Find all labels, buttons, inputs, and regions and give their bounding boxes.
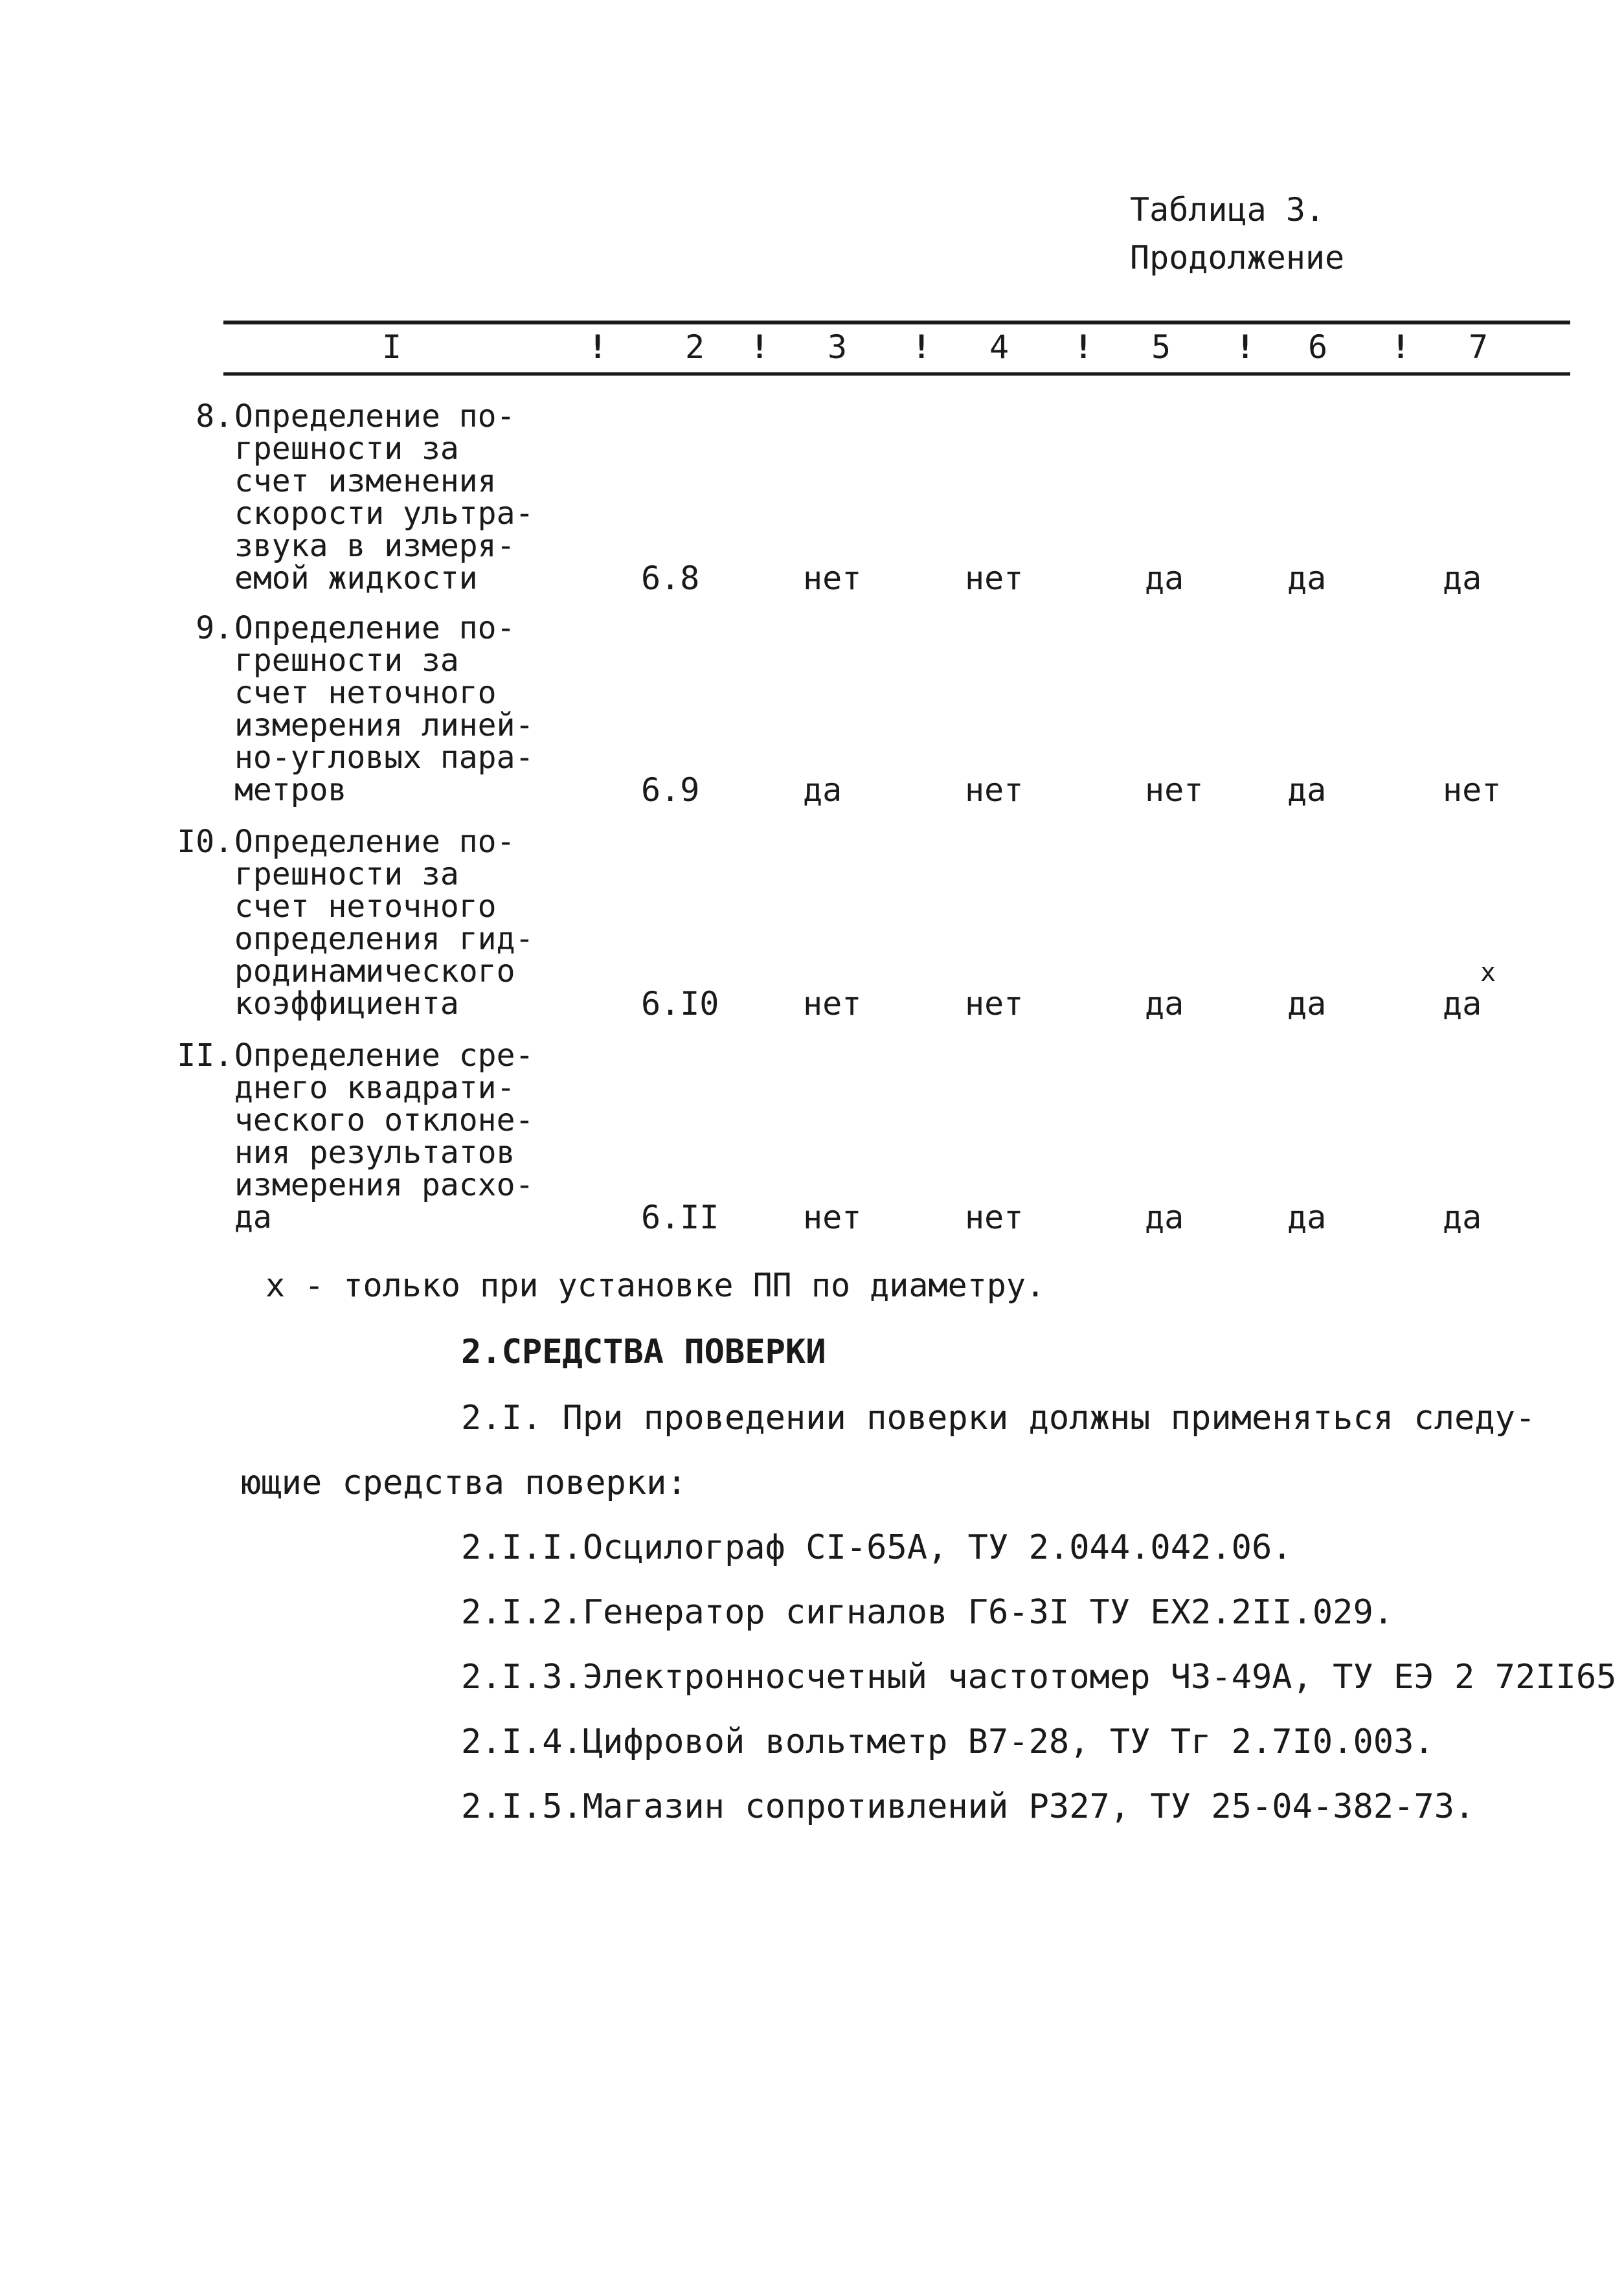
header-separator: ! bbox=[750, 328, 770, 366]
cell-col-2: 6.8 bbox=[641, 559, 700, 597]
row-number: 9. bbox=[196, 610, 233, 646]
cell-col-3: да bbox=[803, 771, 842, 809]
cell-col-4: нет bbox=[965, 771, 1024, 809]
equipment-list-item: 2.I.3.Электронносчетный частотомер ЧЗ-49А, ТУ ЕЭ 2 72II65 bbox=[461, 1658, 1617, 1697]
header-col-3: 3 bbox=[828, 328, 848, 366]
cell-col-3: нет bbox=[803, 1199, 862, 1236]
cell-col-7: да bbox=[1443, 559, 1482, 597]
row-description-line: грешности за bbox=[234, 431, 459, 467]
header-col-5: 5 bbox=[1151, 328, 1171, 366]
section-heading: 2.СРЕДСТВА ПОВЕРКИ bbox=[461, 1333, 826, 1372]
cell-col-2: 6.I0 bbox=[641, 985, 719, 1022]
row-description-line: родинамического bbox=[234, 953, 515, 989]
paragraph-line: 2.I. При проведении поверки должны применяться следу- bbox=[461, 1399, 1536, 1438]
table-top-rule bbox=[223, 321, 1570, 324]
row-description-line: счет неточного bbox=[234, 888, 497, 925]
row-description-line: счет неточного bbox=[234, 675, 497, 711]
equipment-list-item: 2.I.I.Осцилограф СI-65А, ТУ 2.044.042.06. bbox=[461, 1528, 1292, 1567]
header-separator: ! bbox=[912, 328, 932, 366]
row-description-line: но-угловых пара- bbox=[234, 740, 534, 776]
cell-col-5: да bbox=[1145, 559, 1184, 597]
equipment-list-item: 2.I.4.Цифровой вольтметр В7-28, ТУ Тг 2.7I0.003. bbox=[461, 1723, 1434, 1761]
row-description-line: определения гид- bbox=[234, 921, 534, 957]
equipment-list-item: 2.I.2.Генератор сигналов Г6-3I ТУ ЕХ2.2II.029. bbox=[461, 1593, 1394, 1632]
row-description-line: Определение по- bbox=[234, 398, 515, 435]
cell-col-7: да bbox=[1443, 1199, 1482, 1236]
row-description-line: Определение по- bbox=[234, 610, 515, 646]
cell-col-2: 6.II bbox=[641, 1199, 719, 1236]
cell-col-2: 6.9 bbox=[641, 771, 700, 809]
row-description-line: Определение сре- bbox=[234, 1037, 534, 1074]
header-col-7: 7 bbox=[1469, 328, 1489, 366]
cell-col-5: нет bbox=[1145, 771, 1204, 809]
table-header-rule bbox=[223, 372, 1570, 376]
cell-col-6: да bbox=[1287, 1199, 1327, 1236]
cell-col-7: да bbox=[1443, 985, 1482, 1022]
equipment-list-item: 2.I.5.Магазин сопротивлений Р327, ТУ 25-04-382-73. bbox=[461, 1787, 1475, 1826]
header-col-1: I bbox=[382, 328, 402, 366]
row-description-line: метров bbox=[234, 772, 347, 808]
row-description-line: скорости ультра- bbox=[234, 495, 534, 532]
cell-col-7: нет bbox=[1443, 771, 1502, 809]
row-description-line: измерения расхо- bbox=[234, 1167, 534, 1203]
cell-col-6: да bbox=[1287, 771, 1327, 809]
row-description-line: ческого отклоне- bbox=[234, 1102, 534, 1138]
row-number: II. bbox=[177, 1037, 233, 1074]
row-number: I0. bbox=[177, 824, 233, 860]
cell-col-5: да bbox=[1145, 1199, 1184, 1236]
header-separator: ! bbox=[1391, 328, 1411, 366]
row-description-line: коэффициента bbox=[234, 986, 459, 1022]
cell-col-4: нет bbox=[965, 559, 1024, 597]
row-description-line: емой жидкости bbox=[234, 560, 478, 596]
row-description-line: грешности за bbox=[234, 642, 459, 679]
row-description-line: счет изменения bbox=[234, 463, 497, 499]
table-caption-title: Таблица 3. bbox=[1130, 191, 1325, 229]
header-col-6: 6 bbox=[1308, 328, 1328, 366]
cell-col-5: да bbox=[1145, 985, 1184, 1022]
footnote-marker: x bbox=[1480, 958, 1496, 988]
header-col-2: 2 bbox=[685, 328, 705, 366]
cell-col-3: нет bbox=[803, 985, 862, 1022]
header-separator: ! bbox=[1235, 328, 1256, 366]
header-separator: ! bbox=[1074, 328, 1094, 366]
table-footnote: х - только при установке ПП по диаметру. bbox=[265, 1267, 1046, 1304]
header-col-4: 4 bbox=[989, 328, 1009, 366]
row-description-line: днего квадрати- bbox=[234, 1070, 515, 1106]
row-description-line: да bbox=[234, 1199, 272, 1236]
row-description-line: Определение по- bbox=[234, 824, 515, 860]
table-caption-subtitle: Продолжение bbox=[1130, 239, 1345, 277]
header-separator: ! bbox=[588, 328, 608, 366]
cell-col-6: да bbox=[1287, 985, 1327, 1022]
cell-col-4: нет bbox=[965, 985, 1024, 1022]
row-description-line: измерения линей- bbox=[234, 707, 534, 743]
cell-col-4: нет bbox=[965, 1199, 1024, 1236]
cell-col-6: да bbox=[1287, 559, 1327, 597]
cell-col-3: нет bbox=[803, 559, 862, 597]
row-description-line: грешности за bbox=[234, 856, 459, 892]
row-description-line: звука в измеря- bbox=[234, 528, 515, 564]
row-description-line: ния результатов bbox=[234, 1135, 515, 1171]
paragraph-line: ющие средства поверки: bbox=[241, 1463, 687, 1502]
row-number: 8. bbox=[196, 398, 233, 435]
